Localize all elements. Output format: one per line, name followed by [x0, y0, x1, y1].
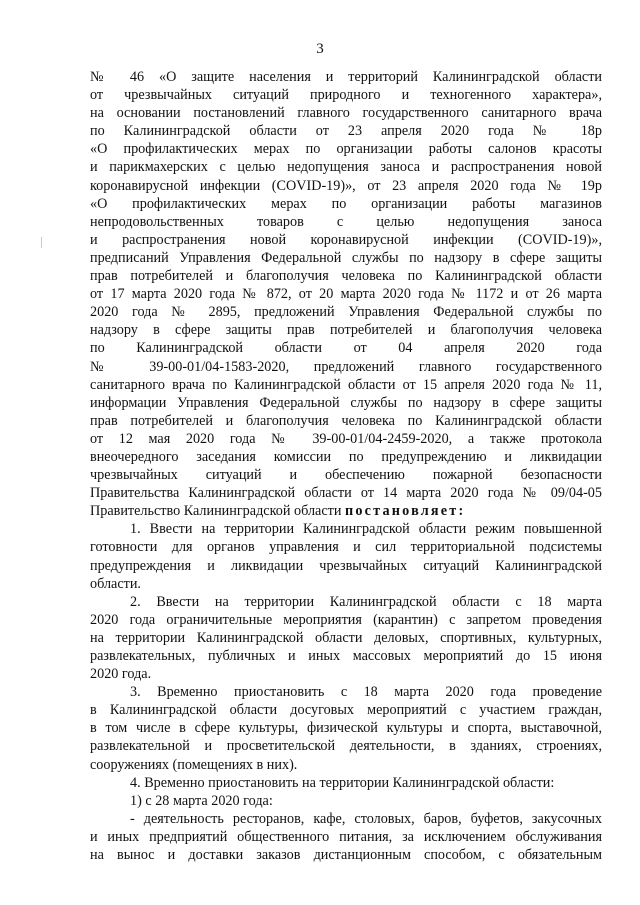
line-text: и парикмахерских с целью недопущения заноса и распространения новой	[90, 159, 602, 176]
document-line	[90, 430, 602, 448]
document-line	[90, 502, 602, 520]
line-text: 2. Ввести на территории Калининградской области с 18 марта	[130, 593, 602, 610]
document-line	[90, 376, 602, 394]
document-line	[90, 339, 602, 357]
line-text: 2020 года № 2895, предложений Управления Федеральной службы по	[90, 304, 602, 321]
line-text: сооружениях (помещениях в них).	[90, 756, 298, 773]
document-line	[90, 158, 602, 176]
line-text: 1. Ввести на территории Калининградской области режим повышенной	[130, 521, 602, 538]
line-text: чрезвычайных ситуаций и обеспечению пожарной безопасности	[90, 467, 602, 484]
document-line	[90, 828, 602, 846]
document-line	[90, 719, 602, 737]
document-line	[90, 213, 602, 231]
document-line	[90, 484, 602, 502]
document-line	[90, 774, 602, 792]
line-text: № 39-00-01/04-1583-2020, предложений главного государственного	[90, 358, 602, 375]
line-text: 2020 года.	[90, 666, 152, 683]
document-line	[90, 611, 602, 629]
document-line	[90, 448, 602, 466]
line-text: от 17 марта 2020 года № 872, от 20 марта 2020 года № 1172 и от 26 марта	[90, 286, 602, 303]
document-line	[90, 792, 602, 810]
page-number: 3	[316, 41, 324, 57]
document-line	[90, 231, 602, 249]
line-text: предупреждения и ликвидации чрезвычайных ситуаций Калининградской	[90, 557, 602, 574]
line-text: на вынос и доставки заказов дистанционным способом, с обязательным	[90, 847, 602, 864]
document-line	[90, 538, 602, 556]
line-text: от 12 мая 2020 года № 39-00-01/04-2459-2020, а также протокола	[90, 430, 602, 447]
document-line	[90, 122, 602, 140]
line-text: 2020 года ограничительные мероприятия (карантин) с запретом проведения	[90, 611, 602, 628]
line-text: 4. Временно приостановить на территории Калининградской области:	[130, 774, 555, 791]
document-line	[90, 394, 602, 412]
document-line	[90, 68, 602, 86]
document-line	[90, 358, 602, 376]
document-line	[90, 810, 602, 828]
document-line	[90, 701, 602, 719]
line-text: по Калининградской области от 04 апреля 2020 года	[90, 340, 602, 357]
document-line	[90, 647, 602, 665]
document-line	[90, 249, 602, 267]
line-text: области.	[90, 575, 141, 592]
document-line	[90, 629, 602, 647]
line-text: от чрезвычайных ситуаций природного и техногенного характера»,	[90, 87, 602, 104]
document-line	[90, 104, 602, 122]
document-line	[90, 575, 602, 593]
document-line	[90, 557, 602, 575]
document-line	[90, 412, 602, 430]
document-line	[90, 737, 602, 755]
line-text: прав потребителей и благополучия человека по Калининградской области	[90, 412, 602, 429]
document-line	[90, 520, 602, 538]
line-text: - деятельность ресторанов, кафе, столовых, баров, буфетов, закусочных	[130, 810, 602, 827]
line-text: предписаний Управления Федеральной службы по надзору в сфере защиты	[90, 249, 602, 266]
line-text: развлекательной и просветительской деятельности, в зданиях, строениях,	[90, 738, 602, 755]
document-line	[90, 267, 602, 285]
document-line	[90, 285, 602, 303]
line-text: внеочередного заседания комиссии по предупреждению и ликвидации	[90, 448, 602, 465]
document-line	[90, 846, 602, 864]
line-text: прав потребителей и благополучия человека по Калининградской области	[90, 268, 602, 285]
line-text: непродовольственных товаров с целью недопущения заноса	[90, 213, 602, 230]
line-text: санитарного врача по Калининградской области от 15 апреля 2020 года № 11,	[90, 376, 602, 393]
document-line	[90, 466, 602, 484]
line-text: информации Управления Федеральной службы по надзору в сфере защиты	[90, 394, 602, 411]
document-line	[90, 86, 602, 104]
line-text: коронавирусной инфекции (COVID-19)», от 23 апреля 2020 года № 19р	[90, 177, 602, 194]
line-text: развлекательных, публичных и иных массовых мероприятий до 15 июня	[90, 648, 602, 664]
line-text: Правительства Калининградской области от 14 марта 2020 года № 09/04-05	[90, 485, 602, 502]
line-text: «О профилактических мерах по организации работы магазинов	[90, 195, 602, 212]
line-text: в том числе в сфере культуры, физической культуры и спорта, выставочной,	[90, 720, 602, 737]
document-line	[90, 665, 602, 683]
line-text: Правительство Калининградской области	[90, 503, 342, 520]
document-line	[90, 683, 602, 701]
line-text: на основании постановлений главного государственного санитарного врача	[90, 105, 602, 122]
margin-mark	[41, 237, 42, 248]
line-text: № 46 «О защите населения и территорий Калининградской области	[90, 69, 602, 85]
line-text: надзору в сфере защиты прав потребителей и благополучия человека	[90, 322, 602, 339]
document-line	[90, 177, 602, 195]
line-text: «О профилактических мерах по организации работы салонов красоты	[90, 141, 602, 158]
line-text: на территории Калининградской области деловых, спортивных, культурных,	[90, 629, 602, 646]
document-line	[90, 140, 602, 158]
line-text: по Калининградской области от 23 апреля 2020 года № 18р	[90, 123, 602, 140]
line-text: и распространения новой коронавирусной инфекции (COVID-19)»,	[90, 231, 602, 248]
document-line	[90, 756, 602, 774]
decree-keyword: постановляет:	[344, 503, 466, 520]
line-text: в Калининградской области досуговых мероприятий с участием граждан,	[90, 702, 602, 719]
document-body	[90, 68, 602, 864]
document-line	[90, 303, 602, 321]
line-text: 1) с 28 марта 2020 года:	[130, 792, 273, 809]
line-text: и иных предприятий общественного питания, за исключением обслуживания	[90, 828, 602, 845]
document-line	[90, 593, 602, 611]
document-line	[90, 195, 602, 213]
line-text: 3. Временно приостановить с 18 марта 2020 года проведение	[130, 684, 602, 701]
document-line	[90, 321, 602, 339]
line-text: готовности для органов управления и сил территориальной подсистемы	[90, 539, 602, 556]
